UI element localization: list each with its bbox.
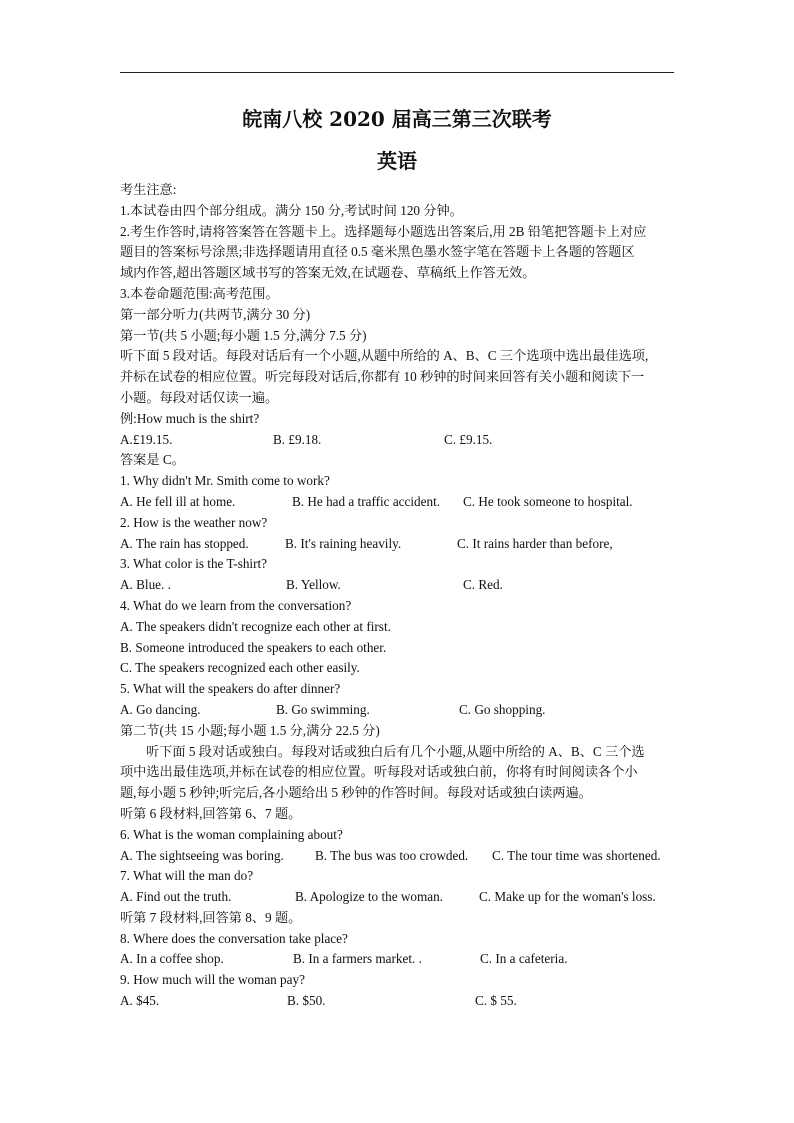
question-options [120, 534, 680, 555]
option-b: B. £9.18. [273, 431, 322, 447]
question-text: 7. What will the man do? [120, 868, 254, 884]
option-c: C. Red. [463, 577, 503, 593]
option-b: B. $50. [287, 993, 326, 1009]
exam-content [120, 180, 680, 1012]
option-a: A. The rain has stopped. [120, 535, 249, 551]
option-a: A. The sightseeing was boring. [120, 847, 284, 863]
notice-item: 3.本卷命题范围:高考范围。 [120, 285, 279, 301]
question-text: 5. What will the speakers do after dinner? [120, 681, 341, 697]
option-c: C. It rains harder than before, [457, 535, 613, 551]
material-label: 听第 6 段材料,回答第 6、7 题。 [120, 805, 302, 821]
option-a: A. He fell ill at home. [120, 493, 236, 509]
question-options [120, 949, 680, 970]
option-a: A. Find out the truth. [120, 889, 232, 905]
question-text: 9. How much will the woman pay? [120, 972, 305, 988]
section2-instruction: 题,每小题 5 秒钟;听完后,各小题给出 5 秒钟的作答时间。每段对话或独白读两遍。 [120, 785, 592, 801]
question-text: 4. What do we learn from the conversation? [120, 597, 352, 613]
option-a: A. Go dancing. [120, 701, 201, 717]
option-b: B. He had a traffic accident. [292, 493, 441, 509]
option-c: C. In a cafeteria. [480, 951, 568, 967]
question-options [120, 700, 680, 721]
option-c: C. $ 55. [475, 993, 517, 1009]
question-options [120, 991, 680, 1012]
option-a: A.£19.15. [120, 431, 173, 447]
option-b: B. In a farmers market. . [293, 951, 422, 967]
option-a: A. In a coffee shop. [120, 951, 224, 967]
question-options [120, 575, 680, 596]
notice-item: 题目的答案标号涂黑;非选择题请用直径 0.5 毫米黑色墨水签字笔在答题卡上各题的答题区 [120, 244, 635, 260]
question-text: 3. What color is the T-shirt? [120, 556, 267, 572]
notice-item: 2.考生作答时,请将答案答在答题卡上。选择题每小题选出答案后,用 2B 铅笔把答题卡上对应 [120, 223, 647, 239]
part1-heading: 第一部分听力(共两节,满分 30 分) [120, 306, 311, 322]
exam-title: 皖南八校 2020 届高三第三次联考 [242, 107, 552, 131]
option-b: B. The bus was too crowded. [315, 847, 469, 863]
option-c: C. He took someone to hospital. [463, 493, 633, 509]
option-b: B. Apologize to the woman. [295, 889, 443, 905]
question-text: 6. What is the woman complaining about? [120, 826, 343, 842]
section1-instruction: 小题。每段对话仅读一遍。 [120, 389, 279, 405]
question-text: 1. Why didn't Mr. Smith come to work? [120, 473, 330, 489]
option-c: C. Go shopping. [459, 701, 546, 717]
notice-item: 域内作答,超出答题区域书写的答案无效,在试题卷、草稿纸上作答无效。 [120, 265, 536, 281]
material-label: 听第 7 段材料,回答第 8、9 题。 [120, 909, 302, 925]
question-options [120, 887, 680, 908]
section1-instruction: 并标在试卷的相应位置。听完每段对话后,你都有 10 秒钟的时间来回答有关小题和阅读下一 [120, 369, 645, 385]
example-question: 例:How much is the shirt? [120, 410, 260, 426]
section1-heading: 第一节(共 5 小题;每小题 1.5 分,满分 7.5 分) [120, 327, 367, 343]
section2-instruction: 项中选出最佳选项,并标在试卷的相应位置。听每段对话或独白前，你将有时间阅读各个小 [120, 764, 638, 780]
section2-heading: 第二节(共 15 小题;每小题 1.5 分,满分 22.5 分) [120, 722, 380, 738]
example-options [120, 430, 680, 451]
section2-instruction: 听下面 5 段对话或独白。每段对话或独白后有几个小题,从题中所给的 A、B、C 三个选 [146, 743, 645, 759]
question-options [120, 492, 680, 513]
notice-heading: 考生注意: [120, 182, 177, 197]
option-c: C. Make up for the woman's loss. [479, 889, 656, 905]
top-rule [120, 72, 674, 73]
option-c: C. £9.15. [444, 431, 493, 447]
option-a: A. Blue. . [120, 577, 171, 593]
option-b: B. Someone introduced the speakers to each other. [120, 639, 387, 655]
option-a: A. $45. [120, 993, 160, 1009]
notice-item: 1.本试卷由四个部分组成。满分 150 分,考试时间 120 分钟。 [120, 202, 463, 218]
option-c: C. The speakers recognized each other easily. [120, 660, 360, 676]
question-options [120, 846, 680, 867]
option-b: B. Go swimming. [276, 701, 370, 717]
exam-subject: 英语 [377, 149, 417, 173]
example-answer: 答案是 C。 [120, 452, 185, 468]
question-text: 2. How is the weather now? [120, 514, 268, 530]
question-text: 8. Where does the conversation take place? [120, 930, 348, 946]
option-a: A. The speakers didn't recognize each other at first. [120, 618, 391, 634]
option-b: B. It's raining heavily. [285, 535, 402, 551]
option-b: B. Yellow. [286, 577, 341, 593]
option-c: C. The tour time was shortened. [492, 847, 661, 863]
section1-instruction: 听下面 5 段对话。每段对话后有一个小题,从题中所给的 A、B、C 三个选项中选出最佳选项, [120, 348, 649, 364]
